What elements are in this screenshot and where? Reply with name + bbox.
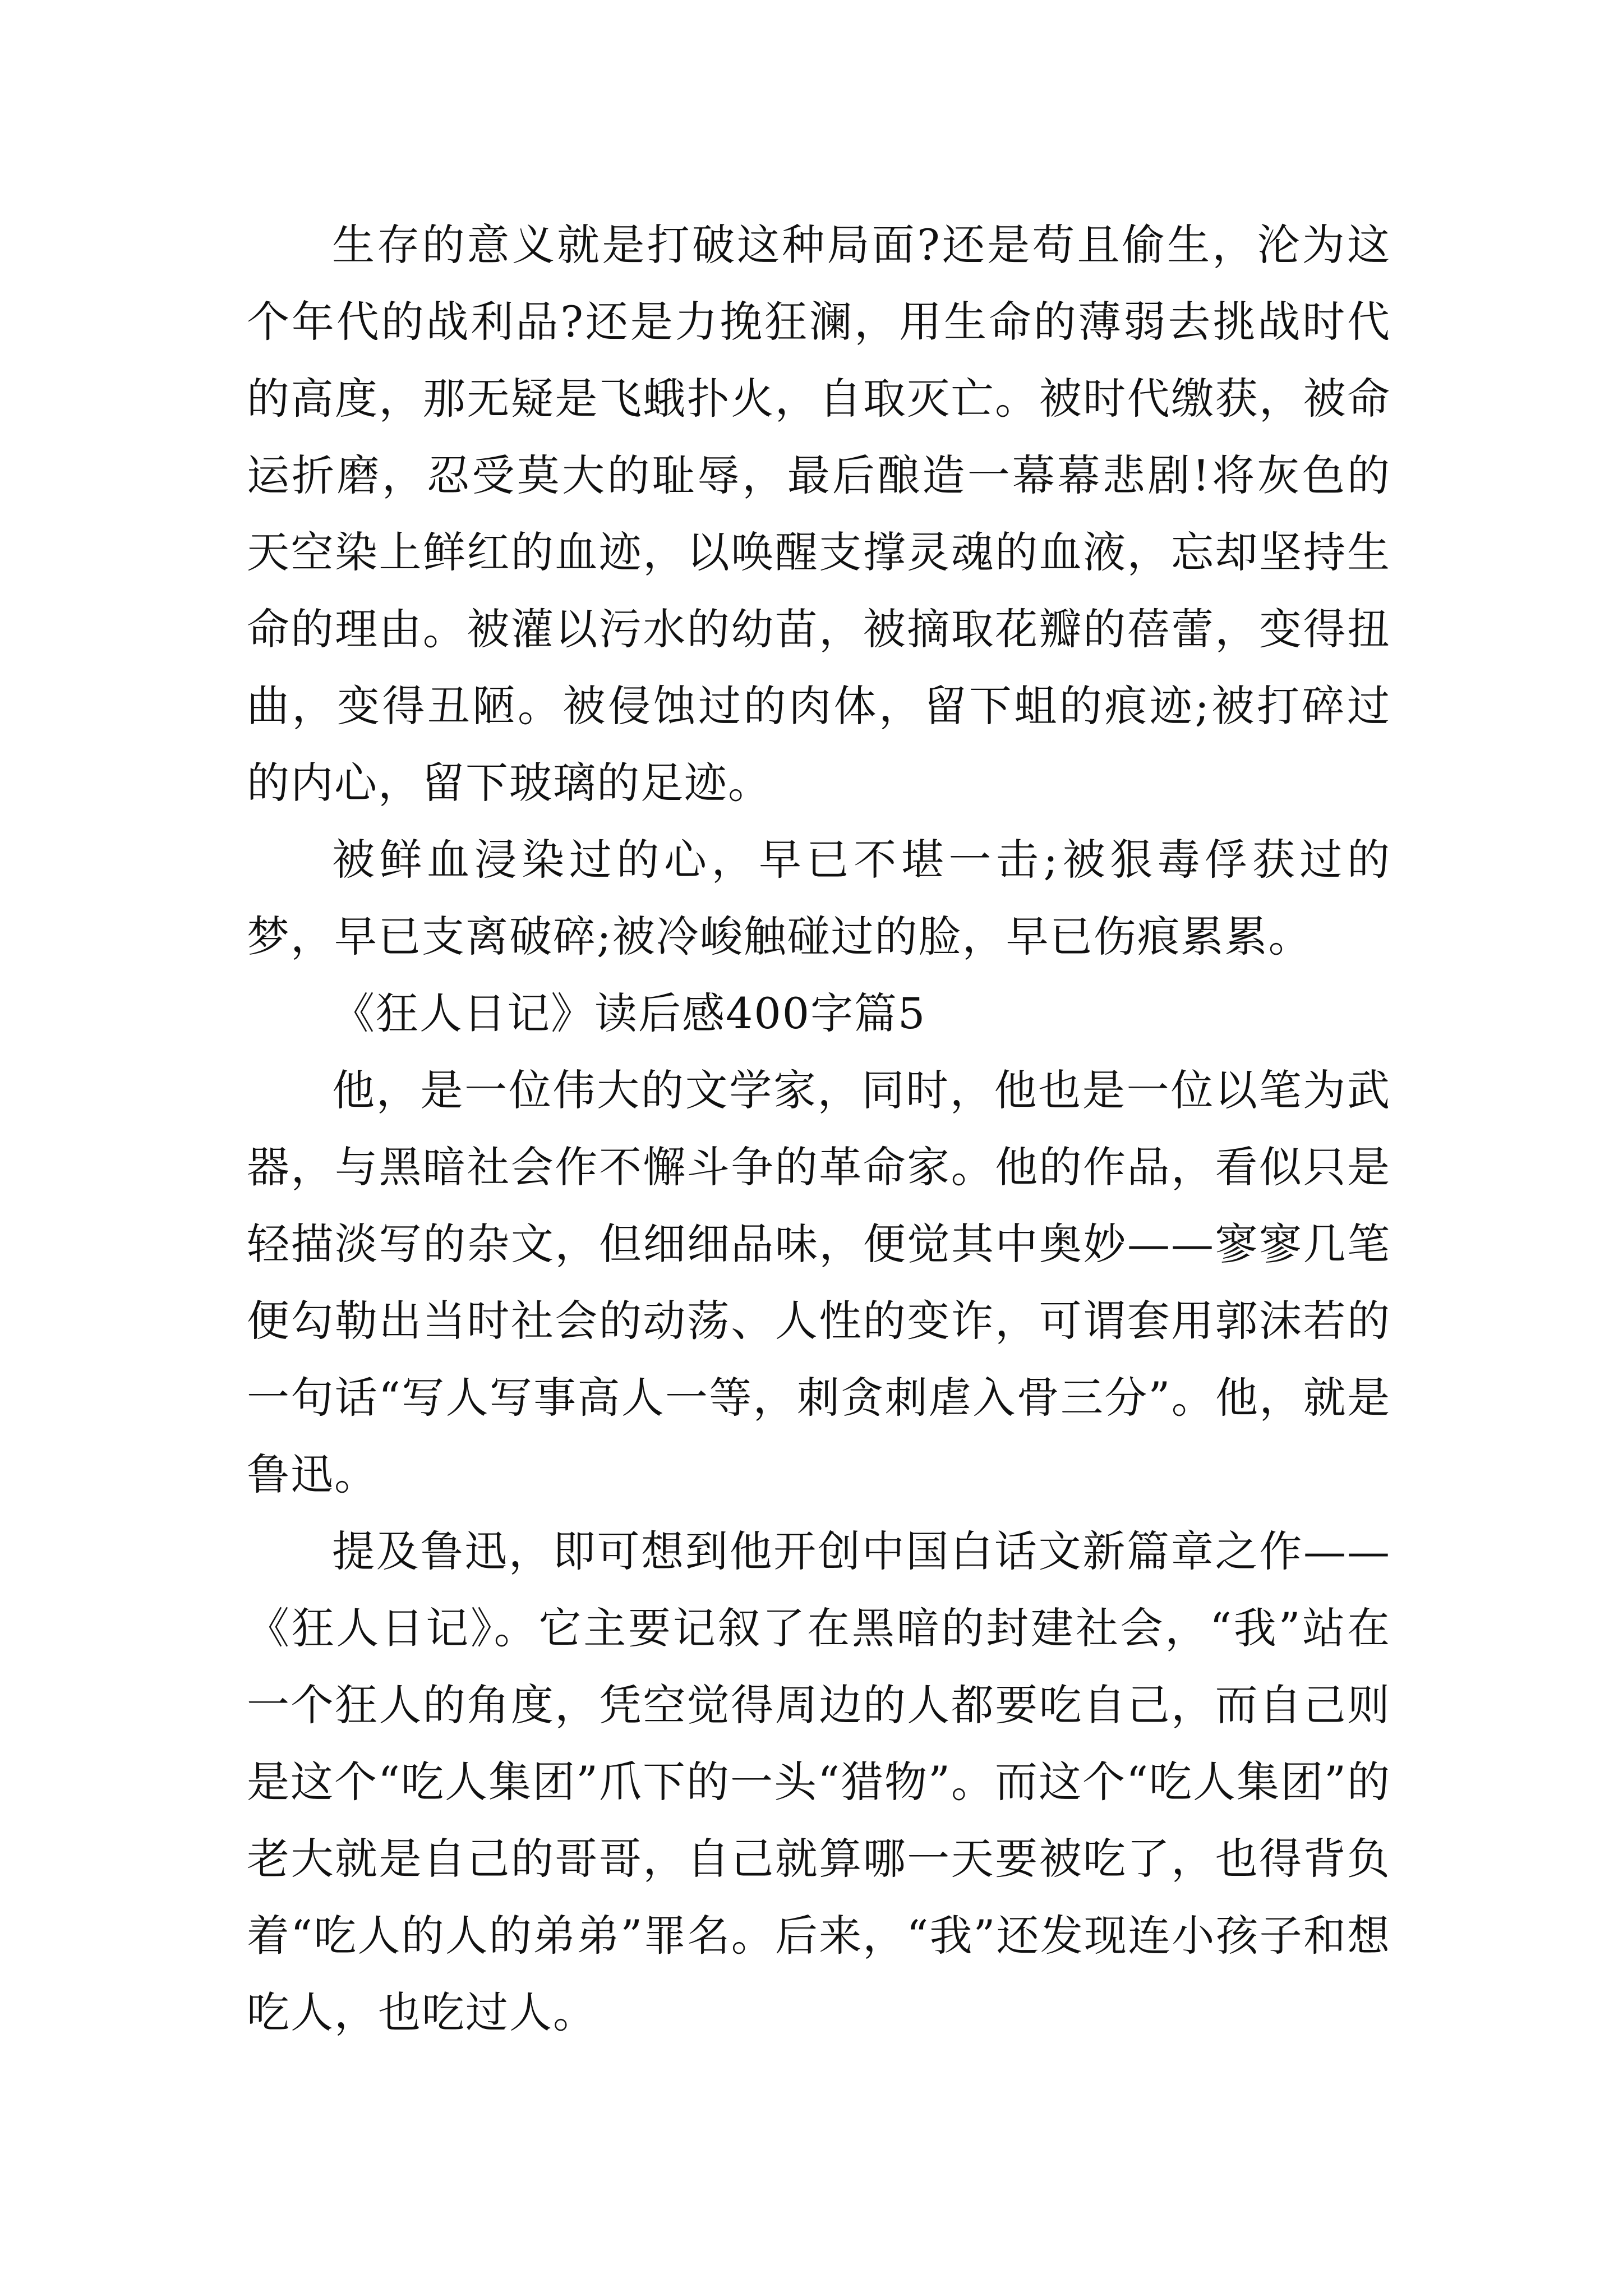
section-heading: 《狂人日记》读后感400字篇5 bbox=[332, 988, 926, 1038]
document-body bbox=[247, 206, 1391, 2051]
paragraph-bloodstained-heart: 被鲜血浸染过的心，早已不堪一击;被狠毒俘获过的梦，早已支离破碎;被冷峻触碰过的脸，早已伤痕累累。 bbox=[247, 835, 1391, 961]
paragraph-lu-xun-intro: 他，是一位伟大的文学家，同时，他也是一位以笔为武器，与黑暗社会作不懈斗争的革命家。他的作品，看似只是轻描淡写的杂文，但细细品味，便觉其中奥妙——寥寥几笔便勾勒出当时社会的动荡、人性的变诈，可谓套用郭沫若的一句话“写人写事高人一等，刺贪刺虐入骨三分”。他，就是鲁迅。 bbox=[247, 1065, 1391, 1499]
paragraph-madman-diary-summary: 提及鲁迅，即可想到他开创中国白话文新篇章之作——《狂人日记》。它主要记叙了在黑暗的封建社会，“我”站在一个狂人的角度，凭空觉得周边的人都要吃自己，而自己则是这个“吃人集团”爪下的一头“猎物”。而这个“吃人集团”的老大就是自己的哥哥，自己就算哪一天要被吃了，也得背负着“吃人的人的弟弟”罪名。后来，“我”还发现连小孩子和想吃人，也吃过人。 bbox=[247, 1526, 1391, 2037]
paragraph-survival-meaning: 生存的意义就是打破这种局面?还是苟且偷生，沦为这个年代的战利品?还是力挽狂澜，用生命的薄弱去挑战时代的高度，那无疑是飞蛾扑火，自取灭亡。被时代缴获，被命运折磨，忍受莫大的耻辱，最后酿造一幕幕悲剧!将灰色的天空染上鲜红的血迹，以唤醒支撑灵魂的血液，忘却坚持生命的理由。被灌以污水的幼苗，被摘取花瓣的蓓蕾，变得扭曲，变得丑陋。被侵蚀过的肉体，留下蛆的痕迹;被打碎过的内心，留下玻璃的足迹。 bbox=[247, 220, 1391, 808]
